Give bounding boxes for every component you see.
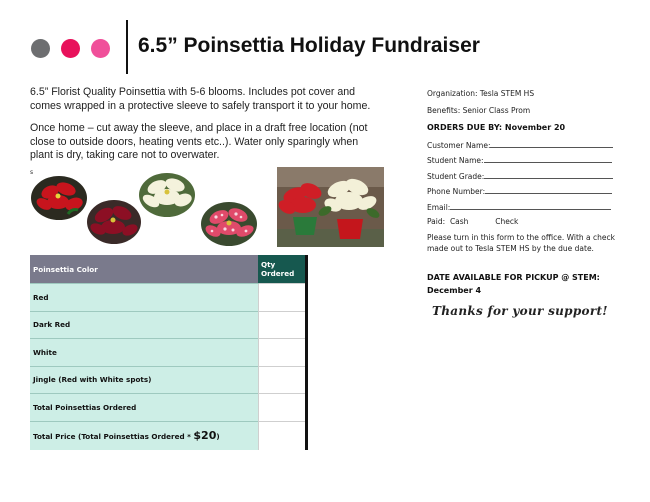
dark-red-poinsettia-photo xyxy=(86,197,142,245)
price-value: $20 xyxy=(193,429,217,442)
table-row xyxy=(30,394,307,422)
row-label: Jingle (Red with White spots) xyxy=(30,366,258,394)
gray-dot xyxy=(31,39,50,58)
table-row xyxy=(30,339,307,367)
field-line xyxy=(450,202,611,210)
row-label: White xyxy=(30,339,258,367)
student-grade-field[interactable] xyxy=(427,171,613,181)
row-label: Dark Red xyxy=(30,311,258,339)
price-close: ) xyxy=(216,432,220,441)
qty-cell-jingle[interactable] xyxy=(258,366,307,394)
table-row xyxy=(30,366,307,394)
paid-line xyxy=(427,217,518,226)
column-header-color: Poinsettia Color xyxy=(30,255,258,284)
pickup-date: December 4 xyxy=(427,286,482,295)
email-field[interactable] xyxy=(427,202,611,212)
qty-cell-red[interactable] xyxy=(258,284,307,312)
product-description: 6.5” Florist Quality Poinsettia with 5-6 blooms. Includes pot cover and comes wrapped in a protective sleeve to safely transport it to your home. xyxy=(30,86,371,112)
student-name-field[interactable] xyxy=(427,155,612,165)
orders-due-text: ORDERS DUE BY: November 20 xyxy=(427,123,566,132)
organization-text: Organization: Tesla STEM HS xyxy=(427,89,535,98)
red-poinsettia-photo xyxy=(30,174,88,222)
thanks-message: Thanks for your support! xyxy=(432,304,608,318)
qty-cell-white[interactable] xyxy=(258,339,307,367)
field-label: Student Grade: xyxy=(427,172,485,181)
turn-in-instructions: Please turn in this form to the office. With a check made out to Tesla STEM HS by the due date. xyxy=(427,233,615,253)
paid-check[interactable]: Check xyxy=(495,217,519,226)
table-row xyxy=(30,421,307,450)
qty-cell-total[interactable] xyxy=(258,394,307,422)
row-label: Total Poinsettias Ordered xyxy=(30,394,258,422)
potted-poinsettias-photo xyxy=(277,167,384,247)
pickup-heading: DATE AVAILABLE FOR PICKUP @ STEM: xyxy=(427,273,600,282)
qty-cell-dark-red[interactable] xyxy=(258,311,307,339)
qty-cell-price[interactable] xyxy=(258,421,307,450)
stray-mark: s xyxy=(30,169,34,176)
row-label: Red xyxy=(30,284,258,312)
column-header-qty: Qty Ordered xyxy=(258,255,307,284)
page-title: 6.5” Poinsettia Holiday Fundraiser xyxy=(138,34,480,57)
light-pink-dot xyxy=(91,39,110,58)
care-instructions: Once home – cut away the sleeve, and place in a draft free location (not close to outside doors, heating vents etc..). Water only sparingly when plant is dry, taking care not to overwater. xyxy=(30,122,368,161)
field-line xyxy=(484,155,612,163)
price-label-text: Total Price (Total Poinsettias Ordered * xyxy=(33,432,194,441)
white-poinsettia-photo xyxy=(137,171,197,219)
table-row xyxy=(30,311,307,339)
benefits-text: Benefits: Senior Class Prom xyxy=(427,106,531,115)
field-line xyxy=(484,171,613,179)
pink-dot xyxy=(61,39,80,58)
price-row-label xyxy=(30,421,258,450)
order-table xyxy=(30,255,308,450)
phone-number-field[interactable] xyxy=(427,186,612,196)
field-label: Customer Name: xyxy=(427,141,491,150)
field-line xyxy=(485,186,612,194)
title-divider xyxy=(126,20,128,74)
field-label: Phone Number: xyxy=(427,187,486,196)
field-line xyxy=(490,140,613,148)
paid-cash[interactable]: Cash xyxy=(449,217,469,226)
field-label: Email: xyxy=(427,203,451,212)
jingle-poinsettia-photo xyxy=(200,200,258,248)
customer-name-field[interactable] xyxy=(427,140,613,150)
table-row xyxy=(30,284,307,312)
field-label: Student Name: xyxy=(427,156,484,165)
paid-label: Paid: xyxy=(427,217,446,226)
